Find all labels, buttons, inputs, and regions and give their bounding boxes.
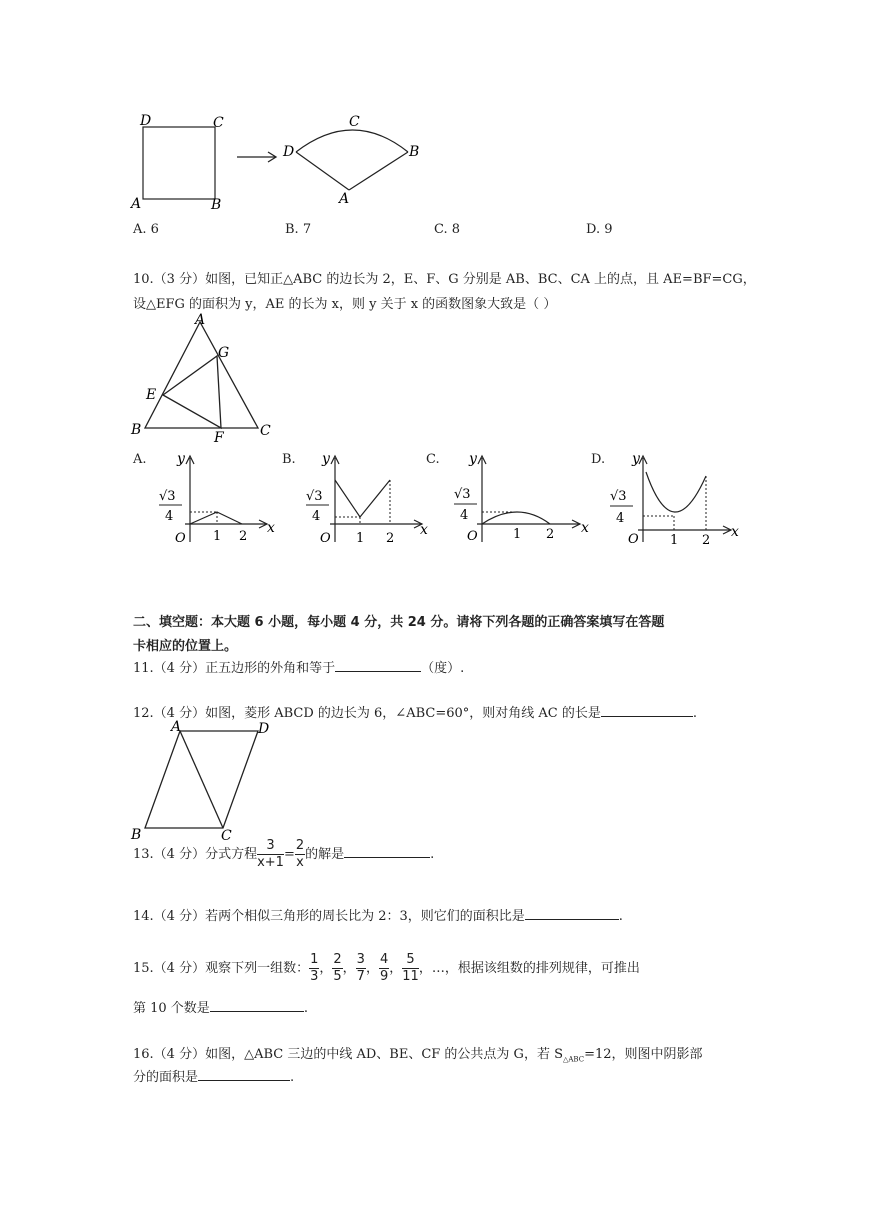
- q15-line1: 15.（4 分）观察下列一组数： $\frac{1}{3}$ ， $\frac{2}{5}$ ， $\frac{3}{7}$ ， $\frac{4}{9}$ ， $\frac{5}{11}$ ，…，根据该组数的排列规律，可推出: [133, 952, 640, 984]
- q16-text-after: =12，则图中阴影部: [584, 1047, 703, 1062]
- svg-text:4: 4: [460, 508, 469, 523]
- svg-text:4: 4: [312, 509, 321, 524]
- svg-text:x: x: [731, 524, 739, 540]
- svg-text:1: 1: [356, 531, 365, 546]
- tri-label-b: B: [131, 422, 142, 438]
- q15-line2: [133, 997, 308, 1016]
- q14-answer-blank[interactable]: [525, 905, 619, 920]
- graph-c: [450, 450, 590, 550]
- q15-fraction-5: $\frac{5}{11}$: [402, 952, 419, 984]
- q9-option-a: A. 6: [133, 222, 159, 237]
- square-label-d: D: [140, 113, 152, 129]
- triangle-abc: [145, 322, 258, 428]
- rhombus-label-b: B: [131, 827, 142, 843]
- svg-text:2: 2: [239, 529, 248, 544]
- q16-text: 16.（4 分）如图，△ABC 三边的中线 AD、BE、CF 的公共点为 G，若 S: [133, 1047, 563, 1062]
- q13-answer-blank[interactable]: [344, 843, 430, 858]
- q12-answer-blank[interactable]: [601, 702, 693, 717]
- svg-text:y: y: [177, 451, 185, 467]
- q11: [133, 657, 464, 676]
- q10-triangle-figure: [125, 310, 285, 445]
- q12-suffix: .: [692, 706, 697, 721]
- q9-option-d: D. 9: [586, 222, 613, 237]
- square-label-a: A: [131, 196, 142, 212]
- q15-text-after: ，…，根据该组数的排列规律，可推出: [418, 961, 640, 976]
- svg-text:4: 4: [616, 511, 625, 526]
- q13-fraction-1: $\frac{3}{x+1}$: [257, 838, 284, 870]
- svg-text:O: O: [467, 529, 478, 544]
- sector-side-left: [296, 152, 349, 190]
- graph-b: [302, 450, 432, 550]
- sector-label-c: C: [349, 114, 360, 130]
- q15-text: 15.（4 分）观察下列一组数：: [133, 961, 310, 976]
- svg-text:1: 1: [670, 533, 679, 548]
- rhombus-label-d: D: [258, 721, 270, 737]
- q12-text: 12.（4 分）如图，菱形 ABCD 的边长为 6，∠ABC=60°，则对角线 AC 的长是: [133, 706, 601, 721]
- svg-text:y: y: [469, 451, 477, 467]
- svg-text:O: O: [320, 531, 331, 546]
- svg-text:O: O: [175, 531, 186, 546]
- graph-d: [606, 450, 741, 550]
- svg-text:y: y: [632, 451, 640, 467]
- q14: [133, 905, 623, 924]
- q11-answer-blank[interactable]: [335, 657, 421, 672]
- q16-answer-blank[interactable]: [198, 1066, 290, 1081]
- q16-suffix: .: [290, 1070, 295, 1085]
- svg-text:√3: √3: [610, 489, 627, 504]
- sector-label-d: D: [283, 144, 295, 160]
- q12-rhombus-figure: [125, 718, 275, 843]
- q10-option-c: C.: [426, 452, 440, 467]
- q10-text-line2: 设△EFG 的面积为 y，AE 的长为 x，则 y 关于 x 的函数图象大致是（ ）: [133, 297, 557, 312]
- q16-line1: [133, 1043, 703, 1064]
- svg-text:x: x: [581, 520, 589, 536]
- svg-text:2: 2: [386, 531, 395, 546]
- svg-text:√3: √3: [306, 489, 323, 504]
- svg-text:1: 1: [213, 529, 222, 544]
- q16-line2-text: 分的面积是: [133, 1070, 199, 1085]
- square-label-c: C: [213, 115, 224, 131]
- svg-text:4: 4: [165, 509, 174, 524]
- q15-fraction-2: $\frac{2}{5}$: [333, 952, 342, 984]
- sector-arc: [296, 130, 408, 152]
- svg-text:1: 1: [513, 527, 522, 542]
- graph-a: [155, 450, 280, 550]
- q14-suffix: .: [618, 909, 623, 924]
- svg-text:x: x: [420, 522, 428, 538]
- q16-line2: [133, 1066, 294, 1085]
- tri-label-f: F: [214, 430, 224, 445]
- q10-text-line1: 10.（3 分）如图，已知正△ABC 的边长为 2，E、F、G 分别是 AB、BC、CA 上的点，且 AE=BF=CG，: [133, 272, 756, 287]
- svg-text:2: 2: [546, 527, 555, 542]
- rhombus-label-c: C: [221, 828, 232, 843]
- q11-suffix: （度）.: [421, 661, 465, 676]
- q14-text: 14.（4 分）若两个相似三角形的周长比为 2：3，则它们的面积比是: [133, 909, 525, 924]
- diagonal-ac: [180, 731, 223, 828]
- square-label-b: B: [211, 197, 222, 213]
- q15-fraction-3: $\frac{3}{7}$: [356, 952, 365, 984]
- tri-label-e: E: [146, 387, 157, 403]
- q13-equals: =: [283, 847, 295, 862]
- q15-line2-text: 第 10 个数是: [133, 1001, 210, 1016]
- q13-suffix: .: [430, 847, 435, 862]
- q13-text: 13.（4 分）分式方程: [133, 847, 258, 862]
- q9-option-c: C. 8: [434, 222, 461, 237]
- q15-answer-blank[interactable]: [210, 997, 304, 1012]
- svg-text:x: x: [267, 520, 275, 536]
- tri-label-a: A: [195, 312, 206, 328]
- q10-option-d: D.: [591, 452, 606, 467]
- section2-heading-line1: 二、填空题：本大题 6 小题，每小题 4 分，共 24 分。请将下列各题的正确答案填写在答题: [133, 615, 665, 630]
- sector-label-a: A: [339, 191, 350, 207]
- rhombus-label-a: A: [171, 719, 182, 735]
- q16-subscript: △ABC: [562, 1055, 585, 1064]
- q15-fraction-4: $\frac{4}{9}$: [379, 952, 389, 984]
- q15-suffix: .: [303, 1001, 308, 1016]
- tri-label-g: G: [218, 345, 230, 361]
- q10-option-a: A.: [133, 452, 147, 467]
- svg-text:√3: √3: [159, 489, 176, 504]
- sector-label-b: B: [409, 144, 420, 160]
- q15-fraction-1: $\frac{1}{3}$: [310, 952, 319, 984]
- section2-heading-line2: 卡相应的位置上。: [133, 639, 238, 654]
- q11-text: 11.（4 分）正五边形的外角和等于: [133, 661, 336, 676]
- tri-label-c: C: [260, 423, 271, 439]
- svg-text:y: y: [322, 451, 330, 467]
- q9-option-b: B. 7: [285, 222, 312, 237]
- sector-side-right: [349, 152, 408, 190]
- svg-text:2: 2: [702, 533, 711, 548]
- q13: [133, 838, 434, 871]
- q13-fraction-2: $\frac{2}{x}$: [295, 838, 305, 870]
- triangle-efg: [163, 356, 221, 428]
- svg-text:O: O: [628, 532, 639, 547]
- q10-option-b: B.: [282, 452, 296, 467]
- q13-mid: 的解是: [305, 847, 345, 862]
- svg-text:√3: √3: [454, 487, 471, 502]
- square-shape: [143, 127, 215, 199]
- q9-figure: [125, 110, 435, 215]
